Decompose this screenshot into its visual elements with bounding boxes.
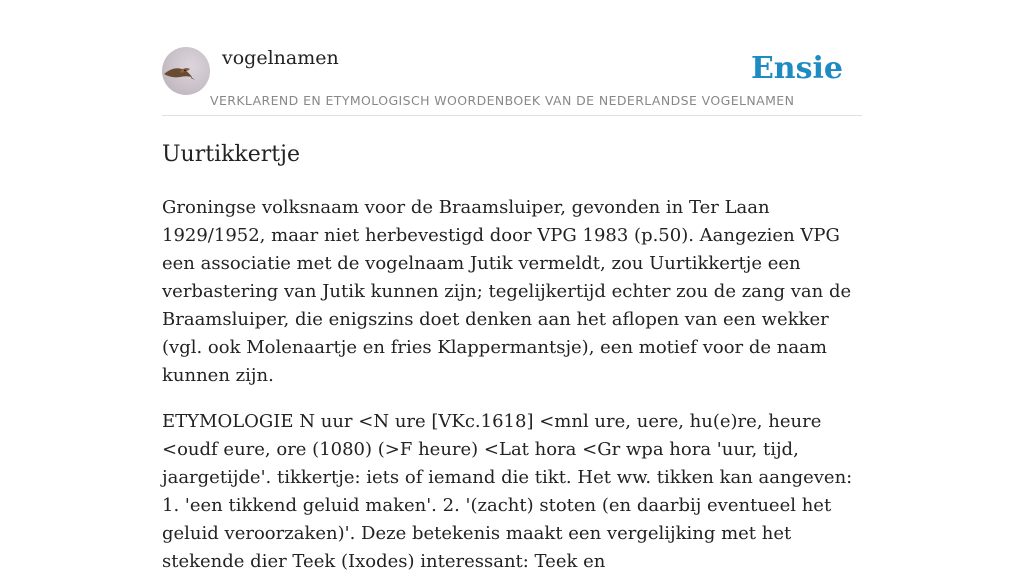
bird-avatar-icon[interactable] xyxy=(162,47,210,95)
entry-paragraph-definition: Groningse volksnaam voor de Braamsluiper, gevonden in Ter Laan 1929/1952, maar niet herbevestigd door VPG 1983 (p.50). Aangezien VPG een associatie met de vogelnaam Jutik vermeldt, zou Uurtikkertje een verbastering van Jutik kunnen zijn; tegelijkertijd echter zou de zang van de Braamsluiper, die enigszins doet denken aan het aflopen van een wekker (vgl. ook Molenaartje en fries Klappermantsje), een motief voor de naam kunnen zijn. xyxy=(162,197,852,386)
entry-content xyxy=(162,194,862,576)
bird-silhouette xyxy=(162,47,210,95)
dictionary-name-link[interactable]: vogelnamen xyxy=(222,47,339,69)
entry-paragraph-etymology: ETYMOLOGIE N uur <N ure [VKc.1618] <mnl ure, uere, hu(e)re, heure <oudf eure, ore (1080) (>F heure) <Lat hora <Gr wpa hora 'uur, tijd, jaargetijde'. tikkertje: iets of iemand die tikt. Het ww. tikken kan aangeven: 1. 'een tikkend geluid maken'. 2. '(zacht) stoten (en daarbij eventueel het geluid veroorzaken)'. Deze betekenis maakt een vergelijking met het stekende dier Teek (Ixodes) interessant: Teek en xyxy=(162,411,853,572)
dictionary-subtitle: VERKLAREND EN ETYMOLOGISCH WOORDENBOEK VAN DE NEDERLANDSE VOGELNAMEN xyxy=(210,93,795,108)
dictionary-header xyxy=(162,0,862,116)
entry-title: Uurtikkertje xyxy=(162,142,300,167)
page-container xyxy=(162,0,862,576)
ensie-logo-link[interactable]: Ensie xyxy=(750,51,843,86)
